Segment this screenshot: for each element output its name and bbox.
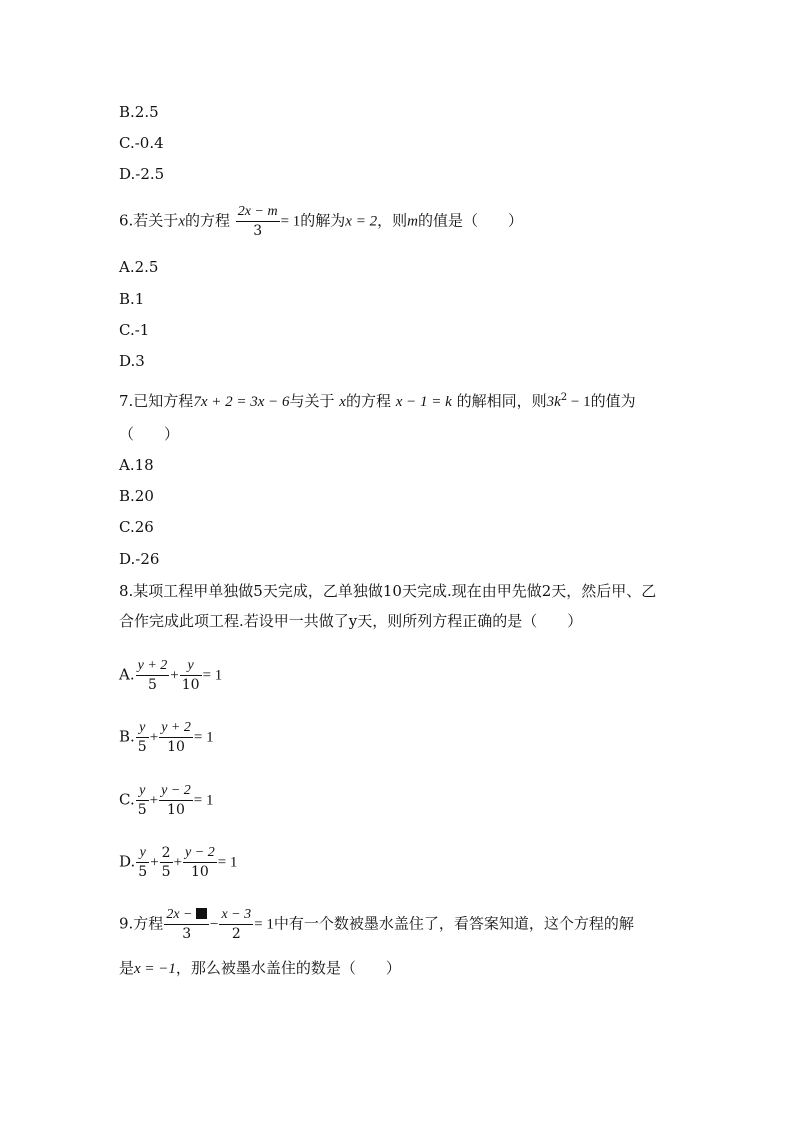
q6-fraction-numerator: 2x − m	[236, 203, 280, 222]
q7-expression-exponent: 2	[560, 392, 568, 403]
q7-expression-base: 3k	[546, 394, 561, 410]
q8-stem-line2: 合作完成此项工程.若设甲一共做了y天，则所列方程正确的是（ ）	[119, 612, 583, 630]
numerator: y	[136, 844, 149, 863]
q6-var-m: m	[407, 213, 418, 230]
option-label: D.	[119, 852, 136, 871]
fraction	[180, 657, 202, 694]
option-label: B.	[119, 727, 135, 746]
q7-text: 的方程	[345, 392, 391, 410]
q5-option-b: B.2.5	[119, 103, 159, 121]
operator: +	[150, 854, 159, 871]
q6-equals: = 1	[280, 213, 301, 230]
denominator: 10	[181, 677, 200, 693]
q7-option-c: C.26	[119, 518, 154, 536]
denominator: 5	[137, 802, 147, 818]
equals: = 1	[254, 916, 274, 933]
q9-fraction-1-denominator: 3	[182, 926, 192, 942]
fraction	[159, 719, 193, 756]
operator: +	[149, 729, 159, 746]
equals: = 1	[193, 729, 214, 746]
q6-text: 的方程	[184, 211, 230, 230]
numerator: y + 2	[136, 657, 170, 676]
fraction	[136, 782, 149, 819]
denominator: 10	[167, 739, 185, 755]
q6-option-a: A.2.5	[119, 258, 159, 276]
q6-text: 的解为	[300, 211, 346, 230]
q9-fraction-1	[164, 906, 209, 943]
q8-stem-line1: 8.某项工程甲单独做5天完成，乙单独做10天完成.现在由甲先做2天，然后甲、乙	[119, 582, 657, 600]
equals: = 1	[193, 792, 214, 809]
q9-text: 是	[119, 959, 135, 977]
q7-text: 的解相同，则	[456, 392, 547, 410]
denominator: 5	[138, 864, 148, 880]
denominator: 10	[167, 802, 185, 818]
q7-text: 与关于	[289, 392, 335, 410]
numerator: y	[180, 657, 202, 676]
q9-fraction-1-numerator	[164, 906, 209, 925]
q9-text: ，那么被墨水盖住的数是（ ）	[175, 959, 401, 977]
q7-equation-a: 7x + 2 = 3x − 6	[193, 394, 290, 410]
q8-option-b	[119, 719, 214, 756]
q9-stem-line1	[119, 906, 634, 943]
q9-prefix: 9.方程	[119, 914, 164, 933]
denominator: 5	[137, 739, 147, 755]
equals: = 1	[202, 667, 223, 684]
numerator: y + 2	[159, 719, 193, 738]
ink-blot-block	[196, 908, 207, 919]
operator: +	[149, 792, 159, 809]
q9-fraction-2	[219, 906, 253, 943]
q7-option-b: B.20	[119, 487, 154, 505]
option-label: A.	[119, 665, 135, 684]
operator: +	[173, 854, 183, 871]
q9-fraction-2-numerator: x − 3	[219, 906, 253, 925]
numerator: y − 2	[183, 844, 217, 863]
q8-option-d	[119, 844, 237, 881]
q5-option-d: D.-2.5	[119, 165, 165, 183]
numerator: y − 2	[159, 782, 193, 801]
q9-fraction-2-denominator: 2	[231, 926, 241, 942]
fraction	[160, 844, 173, 881]
q7-var-x: x	[339, 394, 346, 410]
q6-option-c: C.-1	[119, 321, 150, 339]
q6-stem	[119, 203, 523, 240]
q6-option-d: D.3	[119, 352, 145, 370]
fraction	[136, 844, 149, 881]
q7-prefix: 7.已知方程	[119, 392, 194, 410]
fraction	[136, 719, 149, 756]
q7-option-a: A.18	[119, 456, 154, 474]
q7-suffix: 的值为	[590, 392, 636, 410]
q6-prefix: 6.若关于	[119, 211, 179, 230]
option-label: C.	[119, 790, 135, 809]
q6-fraction-denominator: 3	[253, 223, 263, 239]
q9-text: 中有一个数被墨水盖住了，看答案知道，这个方程的解	[273, 914, 634, 933]
denominator: 5	[147, 677, 157, 693]
q9-solution: x = −1	[134, 961, 176, 977]
q7-equation-b: x − 1 = k	[395, 394, 452, 410]
q6-option-b: B.1	[119, 290, 145, 308]
q7-paren: （ ）	[119, 425, 180, 443]
q8-option-c	[119, 782, 214, 819]
q7-stem	[119, 388, 636, 412]
numerator: y	[136, 719, 149, 738]
q6-suffix: 的值是（ ）	[417, 211, 523, 230]
fraction	[183, 844, 217, 881]
operator: −	[209, 916, 219, 933]
q6-var-x: x	[178, 213, 185, 230]
q7-expression-tail: − 1	[567, 394, 591, 410]
denominator: 10	[190, 864, 209, 880]
numerator: 2	[161, 845, 171, 861]
q9-numerator-text: 2x −	[166, 907, 193, 922]
q7-option-d: D.-26	[119, 550, 160, 568]
equals: = 1	[217, 854, 238, 871]
q6-condition: x = 2	[345, 213, 378, 230]
fraction	[159, 782, 193, 819]
fraction	[136, 657, 170, 694]
q5-option-c: C.-0.4	[119, 134, 164, 152]
operator: +	[170, 667, 179, 684]
q6-text: ，则	[377, 211, 408, 230]
q6-fraction	[236, 203, 280, 240]
numerator: y	[136, 782, 149, 801]
denominator: 5	[161, 864, 171, 880]
q8-option-a	[119, 657, 222, 694]
q9-stem-line2	[119, 958, 401, 979]
